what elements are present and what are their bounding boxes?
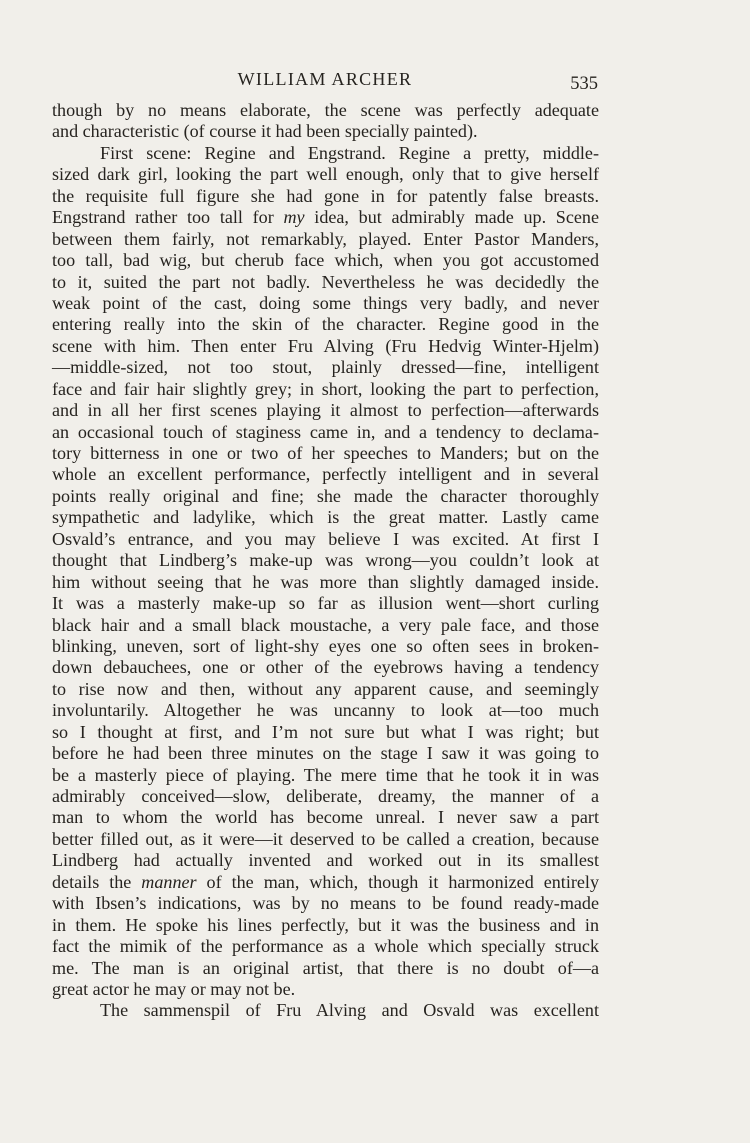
text-fragment: Engstrand rather too tall for — [52, 207, 284, 228]
text-fragment: of the man, which, though it harmonized entirely — [196, 871, 599, 892]
text-line: man to whom the world has become unreal. I never saw a part — [52, 807, 599, 828]
text-line: the requisite full figure she had gone in for patently false breasts. — [52, 185, 599, 206]
text-line: face and fair hair slightly grey; in short, looking the part to perfection, — [52, 378, 599, 399]
text-line: The sammenspil of Fru Alving and Osvald was excellent — [100, 1000, 599, 1021]
body-text — [52, 100, 599, 1022]
text-line: First scene: Regine and Engstrand. Regine a pretty, middle- — [100, 142, 599, 163]
text-line: between them fairly, not remarkably, played. Enter Pastor Manders, — [52, 228, 599, 249]
text-line: him without seeing that he was more than slightly damaged inside. — [52, 571, 599, 592]
text-line: and in all her first scenes playing it almost to perfection—afterwards — [52, 400, 599, 421]
text-line: with Ibsen’s indications, was by no means to be found ready-made — [52, 893, 599, 914]
text-line: and characteristic (of course it had been specially painted). — [52, 121, 478, 142]
text-line: to it, suited the part not badly. Nevertheless he was decidedly the — [52, 271, 599, 292]
text-line: better filled out, as it were—it deserved to be called a creation, because — [52, 828, 599, 849]
text-line: tory bitterness in one or two of her speeches to Manders; but on the — [52, 443, 599, 463]
text-line — [52, 872, 599, 893]
text-line: —middle-sized, not too stout, plainly dressed—fine, intelligent — [52, 357, 599, 378]
text-line: It was a masterly make-up so far as illusion went—short curling — [52, 593, 599, 614]
text-fragment: details the — [52, 871, 142, 892]
text-line: though by no means elaborate, the scene was perfectly adequate — [52, 100, 599, 120]
text-line: so I thought at first, and I’m not sure but what I was right; but — [52, 721, 599, 742]
page-number: 535 — [570, 74, 598, 94]
text-line: Lindberg had actually invented and worked out in its smallest — [52, 850, 599, 871]
text-line: entering really into the skin of the character. Regine good in the — [52, 314, 599, 335]
text-line: whole an excellent performance, perfectly intelligent and in several — [52, 464, 599, 485]
text-line: to rise now and then, without any apparent cause, and seemingly — [52, 678, 599, 699]
text-line: weak point of the cast, doing some things very badly, and never — [52, 292, 599, 313]
text-fragment: idea, but admirably made up. Scene — [304, 207, 600, 228]
text-line: great actor he may or may not be. — [52, 978, 296, 999]
italic-word: my — [283, 207, 305, 228]
italic-word: manner — [141, 871, 197, 892]
text-line: me. The man is an original artist, that there is no doubt of—a — [52, 957, 599, 978]
text-line: scene with him. Then enter Fru Alving (Fru Hedvig Winter-Hjelm) — [52, 335, 599, 356]
text-line: down debauchees, one or other of the eyebrows having a tendency — [52, 657, 599, 678]
text-line: sized dark girl, looking the part well enough, only that to give herself — [52, 164, 599, 185]
text-line: too tall, bad wig, but cherub face which, when you got accustomed — [52, 250, 599, 271]
text-line: admirably conceived—slow, deliberate, dreamy, the manner of a — [52, 786, 599, 806]
text-line: points really original and fine; she made the character thoroughly — [52, 485, 599, 506]
text-line: blinking, uneven, sort of light-shy eyes one so often sees in broken- — [52, 635, 599, 656]
running-head: WILLIAM ARCHER — [237, 69, 413, 89]
text-line: before he had been three minutes on the stage I saw it was going to — [52, 743, 599, 764]
text-line — [52, 207, 599, 228]
text-line: be a masterly piece of playing. The mere time that he took it in was — [52, 764, 599, 785]
text-line: fact the mimik of the performance as a whole which specially struck — [52, 936, 599, 957]
text-line: sympathetic and ladylike, which is the great matter. Lastly came — [52, 507, 599, 528]
text-line: thought that Lindberg’s make-up was wrong—you couldn’t look at — [52, 550, 599, 571]
text-line: Osvald’s entrance, and you may believe I was excited. At first I — [52, 528, 599, 549]
text-line: black hair and a small black moustache, a very pale face, and those — [52, 614, 599, 635]
text-line: in them. He spoke his lines perfectly, but it was the business and in — [52, 914, 599, 935]
text-line: involuntarily. Altogether he was uncanny to look at—too much — [52, 700, 599, 721]
text-line: an occasional touch of staginess came in, and a tendency to declama- — [52, 421, 599, 442]
